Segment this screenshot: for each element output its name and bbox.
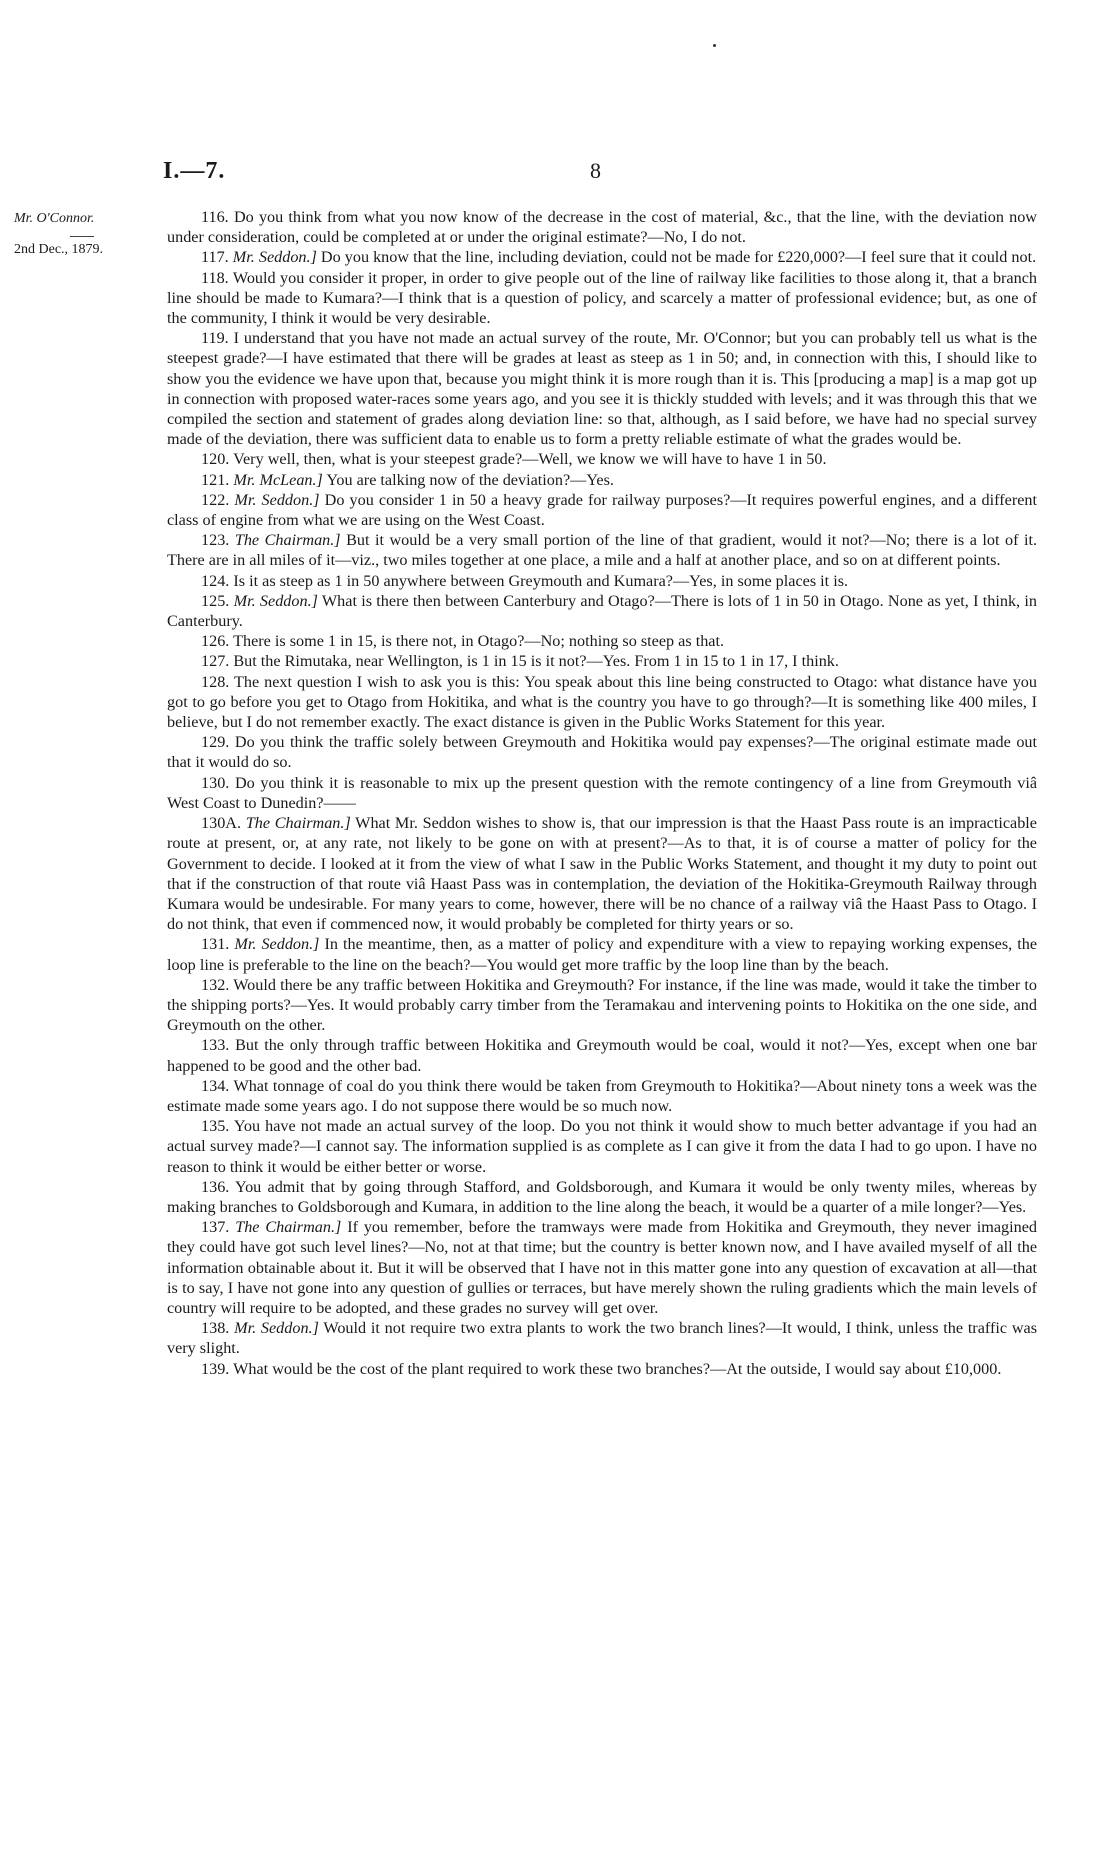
evidence-entry <box>167 470 1037 490</box>
question-number: 124. <box>201 571 230 590</box>
evidence-entry <box>167 1116 1037 1177</box>
document-reference: I.—7. <box>163 158 226 184</box>
margin-rule <box>70 236 94 237</box>
question-number: 123. <box>201 531 230 550</box>
question-number: 118. <box>201 268 229 287</box>
question-number: 132. <box>201 975 230 994</box>
question-number: 138. <box>201 1319 230 1338</box>
evidence-entry <box>167 1076 1037 1116</box>
entry-text: If you remember, before the tramways were made from Hokitika and Greymouth, they never imagined they could have got such level lines?—No, not at that time; but the country is better known now, and I have availed myself of all the information obtainable about it. But it will be observed that I have not in this matter gone into any question of excavation at all—that is to say, I have not gone into any question of gullies or terraces, but have merely shown the ruling gradients which the main levels of country will require to be adopted, and these grades no survey will get over. <box>167 1218 1038 1317</box>
question-number: 119. <box>201 329 229 348</box>
question-number: 131. <box>201 935 230 954</box>
question-number: 130A. <box>201 814 242 833</box>
entry-text: But the only through traffic between Hokitika and Greymouth would be coal, would it not?—Yes, except when one bar happened to be good and the other bad. <box>167 1036 1037 1075</box>
entry-text: The next question I wish to ask you is this: You speak about this line being constructed to Otago: what distance have you got to go before you get to Otago from Hokitika, and what is the country you have to go through?—It is something like 400 miles, I believe, but I do not remember exactly. The exact distance is given in the Public Works Statement for this year. <box>167 672 1037 732</box>
evidence-entry <box>167 1217 1037 1318</box>
evidence-body <box>167 207 1037 1379</box>
evidence-entry <box>167 1035 1037 1075</box>
entry-text: Do you think from what you now know of the decrease in the cost of material, &c., that the line, with the deviation now under consideration, could be completed at or under the original estimate?—No, I do not. <box>167 208 1037 247</box>
entry-text: I understand that you have not made an actual survey of the route, Mr. O'Connor; but you can probably tell us what is the steepest grade?—I have estimated that there will be grades at least as steep as 1 in 50; and, in connection with this, I should like to show you the evidence we have upon that, because you might think it is more rough than it is. This [producing a map] is a map got up in connection with proposed water-races some years ago, and you see it is thickly studded with levels; and it was through this that we compiled the section and statement of grades along deviation line: so that, although, as I said before, we have had no special survey made of the deviation, there was sufficient data to enable us to form a pretty reliable estimate of what the grades would be. <box>167 329 1038 449</box>
evidence-entry <box>167 247 1037 267</box>
question-number: 125. <box>201 591 230 610</box>
entry-text: What would be the cost of the plant required to work these two branches?—At the outside, I would say about £10,000. <box>233 1359 1002 1378</box>
entry-text: Would you consider it proper, in order to give people out of the line of railway like facilities to those along it, that a branch line should be made to Kumara?—I think that is a question of policy, and scarcely a matter of professional evidence; but, as one of the community, I think it would be very desirable. <box>167 268 1037 328</box>
entry-text: Do you think the traffic solely between Greymouth and Hokitika would pay expenses?—The original estimate made out that it would do so. <box>167 733 1038 772</box>
question-number: 117. <box>201 248 229 267</box>
evidence-entry <box>167 449 1037 469</box>
speaker-label: Mr. McLean.] <box>233 470 323 489</box>
entry-text: There is some 1 in 15, is there not, in Otago?—No; nothing so steep as that. <box>233 632 725 651</box>
witness-name: Mr. O'Connor. <box>14 211 95 226</box>
entry-text: Do you know that the line, including deviation, could not be made for £220,000?—I feel sure that it could not. <box>320 248 1037 267</box>
evidence-entry <box>167 1177 1037 1217</box>
question-number: 126. <box>201 632 230 651</box>
evidence-entry <box>167 207 1037 247</box>
evidence-entry <box>167 1359 1037 1379</box>
evidence-entry <box>167 268 1037 329</box>
speaker-label: The Chairman.] <box>234 531 341 550</box>
speaker-label: Mr. Seddon.] <box>234 935 320 954</box>
entry-text: But it would be a very small portion of the line of that gradient, would it not?—No; there is a lot of it. There are in all miles of it—viz., two miles together at one place, a mile and a half at another place, and so on at different points. <box>167 531 1037 570</box>
question-number: 120. <box>201 450 230 469</box>
entry-text: Very well, then, what is your steepest grade?—Well, we know we will have to have 1 in 50. <box>233 450 827 469</box>
speaker-label: The Chairman.] <box>245 814 351 833</box>
evidence-entry <box>167 975 1037 1036</box>
entry-text: Would it not require two extra plants to work the two branch lines?—It would, I think, unless the traffic was very slight. <box>167 1319 1037 1358</box>
entry-text: You have not made an actual survey of the loop. Do you not think it would show to much better advantage if you had an actual survey made?—I cannot say. The information supplied is as complete as I can give it from the data I had to go upon. I have no reason to think it would be either better or worse. <box>167 1117 1037 1176</box>
entry-text: What Mr. Seddon wishes to show is, that our impression is that the Haast Pass route is an impracticable route at present, or, at any rate, not likely to be gone on with at present?—As to that, it is of course a matter of policy for the Government to decide. I looked at it from the view of what I saw in the Public Works Statement, and thought it my duty to point out that if the construction of that route viâ Haast Pass was in contemplation, the deviation of the Hokitika-Greymouth Railway through Kumara would be undesirable. For many years to come, however, there will be no chance of a railway viâ the Haast Pass to Otago. I do not think, that even if commenced now, it would probably be completed for thirty years or so. <box>167 814 1037 934</box>
question-number: 133. <box>201 1036 230 1055</box>
entry-text: Do you consider 1 in 50 a heavy grade for railway purposes?—It requires powerful engines, and a different class of engine from what we are using on the West Coast. <box>167 490 1037 530</box>
question-number: 139. <box>201 1359 230 1378</box>
margin-note <box>14 210 184 259</box>
question-number: 129. <box>201 733 230 752</box>
speaker-label: The Chairman.] <box>235 1218 342 1237</box>
speaker-label: Mr. Seddon.] <box>234 1319 319 1338</box>
entry-text: Would there be any traffic between Hokitika and Greymouth? For instance, if the line was made, would it take the timber to the shipping ports?—Yes. It would probably carry timber from the Teramakau and intervening points to Hokitika on the one side, and Greymouth on the other. <box>167 975 1037 1035</box>
evidence-entry <box>167 773 1037 813</box>
evidence-entry <box>167 631 1037 651</box>
evidence-entry <box>167 651 1037 671</box>
entry-text: What tonnage of coal do you think there would be taken from Greymouth to Hokitika?—About ninety tons a week was the estimate made some years ago. I do not suppose there would be so much now. <box>167 1076 1037 1115</box>
evidence-entry <box>167 813 1037 934</box>
entry-text: You admit that by going through Stafford, and Goldsborough, and Kumara it would be only twenty miles, whereas by making branches to Goldsborough and Kumara, in addition to the line along the beach, it would be a quarter of a mile longer?—Yes. <box>167 1177 1037 1216</box>
evidence-entry <box>167 732 1037 772</box>
entry-text: What is there then between Canterbury and Otago?—There is lots of 1 in 50 in Otago. None as yet, I think, in Canterbury. <box>167 591 1037 631</box>
question-number: 135. <box>201 1117 230 1136</box>
question-number: 130. <box>201 773 230 792</box>
entry-text: Is it as steep as 1 in 50 anywhere between Greymouth and Kumara?—Yes, in some places it is. <box>233 571 849 590</box>
evidence-entry <box>167 672 1037 733</box>
question-number: 121. <box>201 470 230 489</box>
question-number: 127. <box>201 652 230 671</box>
question-number: 136. <box>201 1177 230 1196</box>
question-number: 116. <box>201 208 229 226</box>
question-number: 134. <box>201 1076 230 1095</box>
evidence-entry <box>167 328 1037 449</box>
evidence-entry <box>167 530 1037 570</box>
entry-text: But the Rimutaka, near Wellington, is 1 in 15 is it not?—Yes. From 1 in 15 to 1 in 17, I think. <box>233 652 839 671</box>
entry-text: You are talking now of the deviation?—Yes. <box>326 470 614 489</box>
speaker-label: Mr. Seddon.] <box>232 248 317 267</box>
entry-text: Do you think it is reasonable to mix up the present question with the remote contingency of a line from Greymouth viâ West Coast to Dunedin?—— <box>167 773 1038 812</box>
page-number: 8 <box>590 158 601 183</box>
speaker-label: Mr. Seddon.] <box>233 591 318 610</box>
evidence-entry <box>167 934 1037 974</box>
evidence-entry <box>167 571 1037 591</box>
witness-date: 2nd Dec., 1879. <box>14 242 104 257</box>
evidence-entry <box>167 490 1037 530</box>
evidence-entry <box>167 1318 1037 1358</box>
speaker-label: Mr. Seddon.] <box>234 490 320 509</box>
question-number: 128. <box>201 672 230 691</box>
evidence-entry <box>167 591 1037 631</box>
stray-mark <box>713 44 716 47</box>
question-number: 122. <box>201 490 230 509</box>
question-number: 137. <box>201 1218 230 1237</box>
entry-text: In the meantime, then, as a matter of policy and expenditure with a view to repaying working expenses, the loop line is preferable to the line on the beach?—You would get more traffic by the loop line than by the beach. <box>167 935 1037 974</box>
